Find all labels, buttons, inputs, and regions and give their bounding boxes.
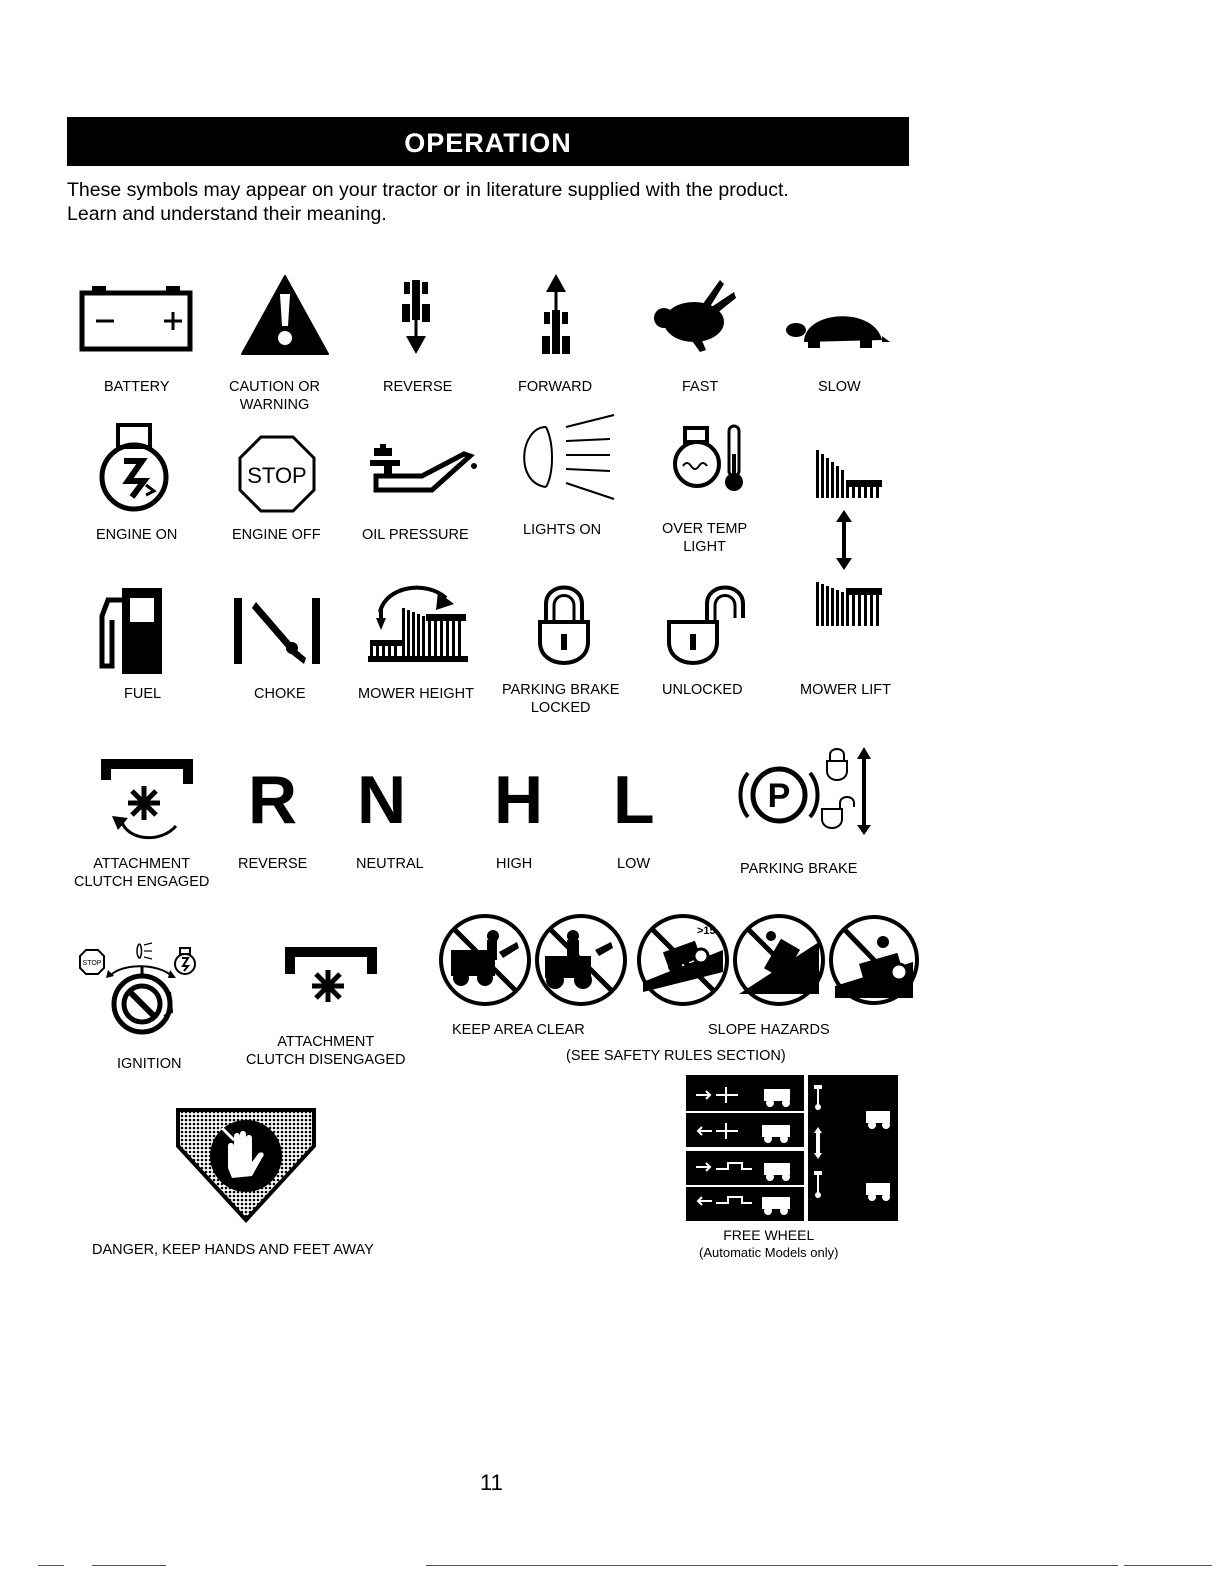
forward-label: FORWARD [518,379,593,395]
fuel-label: FUEL [124,686,162,702]
over-temp-label [662,520,747,556]
attachment-disengaged-label [246,1033,406,1069]
choke-label: CHOKE [254,686,306,702]
page-number: 11 [480,1470,503,1495]
slope-hazard-icon-3 [827,912,921,1008]
slow-label: SLOW [818,379,861,395]
high-label: HIGH [496,856,533,872]
reverse-label: REVERSE [383,379,453,395]
see-safety-label: (SEE SAFETY RULES SECTION) [566,1048,786,1064]
danger-label: DANGER, KEEP HANDS AND FEET AWAY [92,1242,374,1258]
battery-icon [78,283,198,353]
attachment-disengaged-line-1: ATTACHMENT [277,1034,375,1050]
keep-area-clear-label: KEEP AREA CLEAR [452,1022,585,1038]
neutral-letter: N [357,762,407,838]
neutral-label: NEUTRAL [356,856,424,872]
fast-label: FAST [682,379,719,395]
scan-rule-1 [38,1565,64,1566]
ignition-label: IGNITION [117,1056,182,1072]
caution-label [229,378,320,414]
forward-icon [538,272,574,358]
parking-locked-label-line-2: LOCKED [530,700,591,716]
stop-sign-icon [237,434,317,514]
free-wheel-diagram [686,1075,898,1221]
attachment-engaged-line-1: ATTACHMENT [93,856,191,872]
ignition-icon [76,936,212,1036]
reverse-letter: R [248,762,298,838]
attachment-engaged-label [74,855,209,891]
section-header: OPERATION [67,117,909,166]
engine-off-label: ENGINE OFF [232,527,321,543]
intro-text [67,178,947,226]
parking-brake-icon [734,745,886,835]
slope-hazard-icon-2 [731,912,827,1008]
low-letter: L [613,762,655,838]
caution-icon [240,274,330,356]
scan-rule-4 [1124,1565,1212,1566]
free-wheel-line-1: FREE WHEEL [723,1227,815,1243]
battery-label: BATTERY [104,379,170,395]
slope-hazards-label: SLOPE HAZARDS [708,1022,830,1038]
danger-hands-icon [172,1106,320,1224]
parking-brake-label: PARKING BRAKE [740,861,858,877]
free-wheel-label [699,1226,838,1262]
oil-pressure-label: OIL PRESSURE [362,527,469,543]
slope-degree-text: >15 [697,925,716,937]
lights-on-label: LIGHTS ON [523,522,602,538]
unlocked-label: UNLOCKED [662,682,743,698]
intro-line-2: Learn and understand their meaning. [67,203,387,225]
attachment-disengaged-icon [284,944,380,1006]
attachment-disengaged-line-2: CLUTCH DISENGAGED [246,1052,406,1068]
padlock-locked-icon [536,584,592,668]
parking-locked-label [502,681,619,717]
engine-temp-icon [671,424,747,494]
slope-hazard-icon-1 [635,912,731,1008]
padlock-unlocked-icon [665,584,751,668]
parking-p-letter: P [767,777,791,815]
headlight-icon [514,413,618,505]
attachment-engaged-line-2: CLUTCH ENGAGED [74,874,210,890]
free-wheel-line-2: (Automatic Models only) [699,1245,839,1260]
reverse-r-label: REVERSE [238,856,308,872]
keep-area-clear-icon-1 [437,912,533,1008]
high-letter: H [494,762,544,838]
oil-can-icon [366,440,478,498]
rabbit-icon [650,278,736,354]
mower-lift-icon [812,448,888,628]
scan-rule-2 [92,1565,166,1566]
engine-on-label: ENGINE ON [96,527,178,543]
mower-height-icon [366,582,472,664]
mower-height-label: MOWER HEIGHT [358,686,474,702]
low-label: LOW [617,856,651,872]
turtle-icon [786,302,892,352]
choke-icon [228,594,326,668]
reverse-icon [398,276,434,356]
ignition-stop-text: STOP [82,960,102,967]
fuel-pump-icon [96,586,168,676]
parking-locked-label-line-1: PARKING BRAKE [502,682,620,698]
engine-on-icon [88,421,180,513]
caution-label-line-2: WARNING [239,397,310,413]
over-temp-label-line-2: LIGHT [683,539,726,555]
intro-line-1: These symbols may appear on your tractor or in literature supplied with the product. [67,179,789,201]
attachment-engaged-icon [100,756,196,846]
scan-rule-3 [426,1565,1118,1566]
keep-area-clear-icon-2 [533,912,629,1008]
stop-sign-text: STOP [247,463,307,488]
caution-label-line-1: CAUTION OR [229,379,321,395]
mower-lift-label: MOWER LIFT [800,682,892,698]
over-temp-label-line-1: OVER TEMP [662,521,748,537]
